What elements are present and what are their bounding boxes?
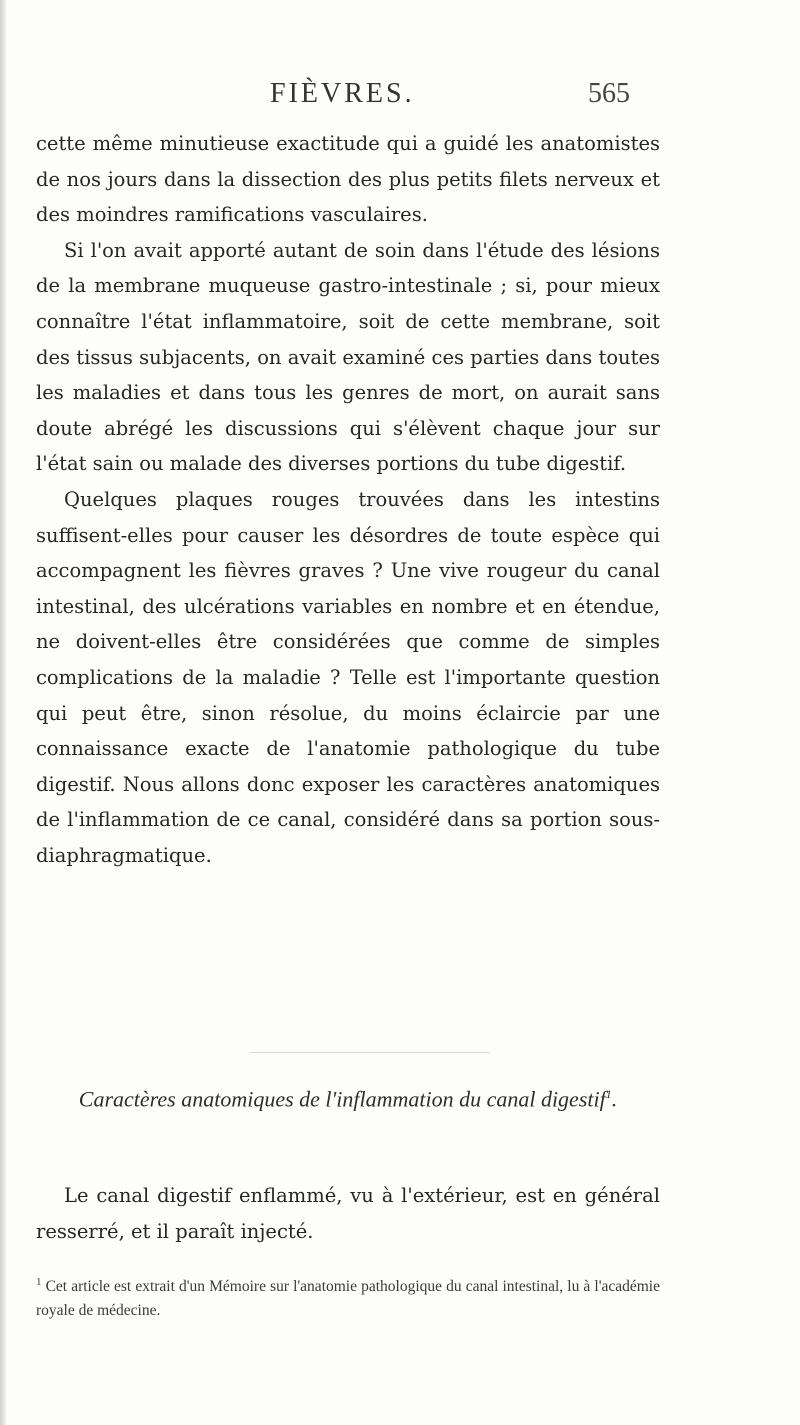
page-header <box>0 78 800 118</box>
section-title-text: Caractères anatomiques de l'inflammation du canal digestif <box>78 1086 606 1112</box>
page-number: 565 <box>588 78 630 109</box>
binding-edge <box>0 0 6 1425</box>
section-body <box>36 1178 660 1249</box>
paragraph-continuation: cette même minutieuse exactitude qui a guidé les anatomistes de nos jours dans la dissection des plus petits filets nerveux et des moindres ramifications vasculaires. <box>36 132 660 227</box>
paragraph-lesions: Si l'on avait apporté autant de soin dans l'étude des lésions de la membrane muqueuse gastro-intestinale ; si, pour mieux connaître l'état inflammatoire, soit de cette membrane, soit des tissus subjacents, on avait examiné ces parties dans toutes les maladies et dans tous les genres de mort, on aurait sans doute abrégé les discussions qui s'élèvent chaque jour sur l'état sain ou malade des diverses portions du tube digestif. <box>36 238 660 476</box>
footnote-mark: 1 <box>36 1276 42 1288</box>
footnote-reference: 1 <box>605 1087 612 1101</box>
paragraph-digestive-canal: Le canal digestif enflammé, vu à l'extérieur, est en général resserré, et il paraît injecté. <box>36 1184 660 1243</box>
footnote <box>36 1270 660 1323</box>
section-title <box>36 1076 660 1117</box>
footnote-text: Cet article est extrait d'un Mémoire sur l'anatomie pathologique du canal intestinal, lu à l'académie royale de médecine. <box>36 1278 660 1320</box>
running-head: FIÈVRES. <box>270 78 415 109</box>
main-text <box>36 126 660 873</box>
section-title-end: . <box>611 1086 618 1112</box>
paragraph-question: Quelques plaques rouges trouvées dans les intestins suffisent-elles pour causer les désordres de toute espèce qui accompagnent les fièvres graves ? Une vive rougeur du canal intestinal, des ulcérations variables en nombre et en étendue, ne doivent-elles être considérées que comme de simples complications de la maladie ? Telle est l'importante question qui peut être, sinon résolue, du moins éclaircie par une connaissance exacte de l'anatomie pathologique du tube digestif. Nous allons donc exposer les caractères anatomiques de l'inflammation de ce canal, considéré dans sa portion sous-diaphragmatique. <box>36 487 660 867</box>
section-separator <box>250 1052 490 1053</box>
